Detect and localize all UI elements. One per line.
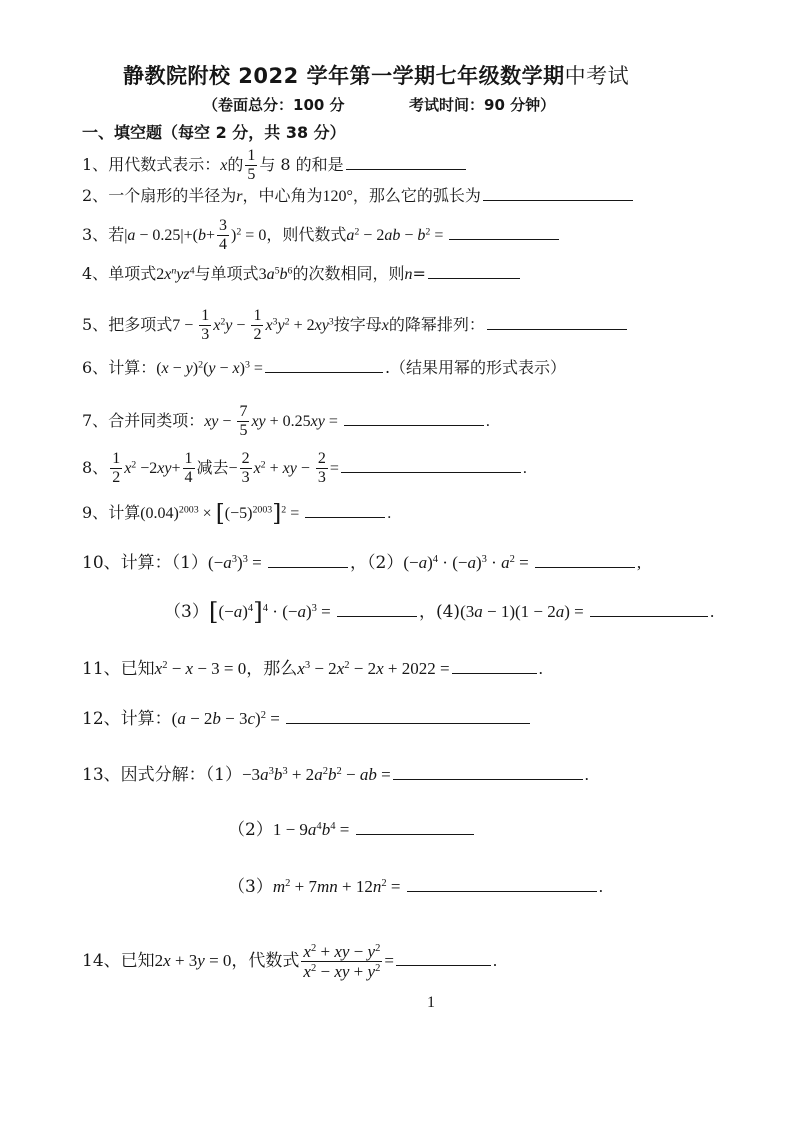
q13-2-answer-blank[interactable]: [356, 833, 474, 835]
q1-fraction: $\frac{1}{5}$: [247, 147, 256, 183]
q5-answer-blank[interactable]: [487, 328, 627, 330]
page-title: [123, 60, 629, 90]
q10-1-answer-blank[interactable]: [268, 566, 348, 568]
question-7: 7、合并同类项：xy − $\frac{7}{5}$ xy + 0.25xy = .: [82, 403, 490, 439]
title-tail: 中考试: [564, 64, 630, 88]
title-main: 静教院附校 2022 学年第一学期七年级数学期: [123, 64, 565, 88]
question-13: 13、因式分解：$(1)-3a^3b^3 + 2a^2b^2$ − ab = .: [82, 765, 589, 785]
q14-number: 14、: [82, 951, 121, 971]
total-score: （卷面总分：100 分: [203, 96, 345, 114]
q14-fraction: $\frac{x^2 + xy - y^2}{x^2 - xy + y^2}$: [303, 942, 381, 981]
q13-1-answer-blank[interactable]: [393, 778, 583, 780]
q1-number: 1、: [82, 155, 109, 174]
q3-answer-blank[interactable]: [449, 238, 559, 240]
q2-text: 一个扇形的半径为: [108, 186, 237, 205]
q9-number: 9、: [82, 503, 109, 522]
q1-answer-blank[interactable]: [346, 168, 466, 170]
section-heading: 一、填空题（每空 2 分，共 38 分）: [82, 123, 346, 142]
question-3: 3、若|a − 0.25|+(b+ $\frac{3}{4}$ )$^2$ = 0，则代数式$a^2 - 2ab - b^2$ =: [82, 218, 561, 253]
q13-3-answer-blank[interactable]: [407, 890, 597, 892]
q12-number: 12、: [82, 709, 121, 729]
q4-answer-blank[interactable]: [428, 277, 520, 279]
question-5: 5、把多项式7 − $\frac{1}{3}$ $x^2y$ − $\frac{1}{2}$ $x^3y^2 + 2xy^3$按字母x的降幂排列：: [82, 308, 629, 343]
q13-number: 13、: [82, 765, 121, 785]
q11-number: 11、: [82, 659, 121, 679]
q8-answer-blank[interactable]: [341, 471, 521, 473]
question-13-part-2: $(2)1 - 9a^4b^4$ =: [228, 820, 476, 840]
q10-3-answer-blank[interactable]: [337, 615, 417, 617]
q14-answer-blank[interactable]: [396, 964, 491, 966]
q8-number: 8、: [82, 458, 109, 477]
question-10-part-2: $(3)[(-a)^4]^4 \cdot (-a)^3$ = ，(4)(3a − 1)(1 − 2a) = .: [164, 596, 715, 626]
q3-fraction: $\frac{3}{4}$: [219, 217, 228, 253]
q3-number: 3、: [82, 225, 109, 244]
question-13-part-3: $(3)m^2 + 7mn + 12n^2$ = .: [228, 877, 603, 897]
question-2: 2、一个扇形的半径为r，中心角为120°，那么它的弧长为: [82, 186, 635, 207]
q7-answer-blank[interactable]: [344, 424, 484, 426]
q9-answer-blank[interactable]: [305, 516, 385, 518]
question-14: 14、已知2x + 3y = 0，代数式 $\frac{x^2 + xy - y^2}{x^2 - xy + y^2}$ = .: [82, 942, 498, 981]
question-6: 6、计算：$(x - y)^2(y - x)^3$ = .（结果用幂的形式表示）: [82, 358, 567, 377]
q5-number: 5、: [82, 315, 109, 334]
question-4: 4、单项式$2x^nyz^4$与单项式$3a^5b^6$的次数相同，则n=: [82, 264, 522, 285]
q1-text: 用代数式表示：: [108, 155, 221, 174]
question-12: 12、计算：$(a - 2b - 3c)^2$ =: [82, 709, 532, 729]
page-number: 1: [427, 994, 435, 1011]
q4-number: 4、: [82, 264, 109, 283]
q11-answer-blank[interactable]: [452, 672, 537, 674]
q10-2-answer-blank[interactable]: [535, 566, 635, 568]
question-11: 11、已知$x^2 - x - 3 = 0$，那么$x^3 - 2x^2 - 2x + 2022$ = .: [82, 659, 543, 679]
question-10: 10、计算：$(1)(-a^3)^3$ = ，$(2)(-a)^4 \cdot (-a)^3 \cdot a^2$ = ,: [82, 553, 642, 573]
q2-number: 2、: [82, 186, 109, 205]
q12-answer-blank[interactable]: [286, 722, 530, 724]
q10-4-answer-blank[interactable]: [590, 615, 708, 617]
question-1: 1、用代数式表示：x的 $\frac{1}{5}$ 与 8 的和是: [82, 148, 468, 183]
q10-number: 10、: [82, 553, 121, 573]
exam-time: 考试时间：90 分钟）: [409, 96, 556, 114]
question-8: 8、 $\frac{1}{2}$ $x^2 -2xy+$ $\frac{1}{4}$ 减去− $\frac{2}{3}$ $x^2$ + xy − $\frac{2}{3}$ = .: [82, 450, 527, 486]
q7-number: 7、: [82, 411, 109, 430]
q6-number: 6、: [82, 358, 109, 377]
q2-answer-blank[interactable]: [483, 199, 633, 201]
q6-answer-blank[interactable]: [265, 371, 383, 373]
question-9: 9、计算$(0.04)^{2003} \times [(-5)^{2003}]^2$ = .: [82, 499, 392, 527]
